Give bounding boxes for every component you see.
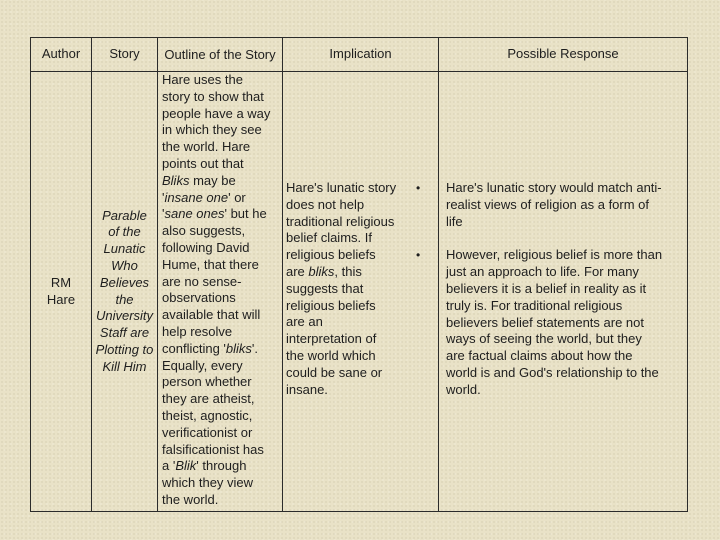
author-name: RM Hare bbox=[46, 274, 76, 307]
implication-text-part: , this suggests that religious beliefs are an interpretation of the world which could be sane or insane. bbox=[286, 263, 383, 397]
header-response: Possible Response bbox=[439, 38, 687, 72]
outline-text: sane ones bbox=[164, 206, 225, 222]
bullet-icon: • bbox=[416, 248, 421, 262]
header-author: Author bbox=[31, 38, 92, 72]
outline-text: Bliks bbox=[162, 172, 190, 188]
author-cell bbox=[31, 72, 92, 511]
outline-text: bliks bbox=[225, 340, 252, 356]
implication-cell bbox=[283, 72, 439, 511]
header-implication: Implication bbox=[283, 38, 439, 72]
header-outline: Outline of the Story bbox=[158, 38, 283, 72]
bullet-icon: • bbox=[416, 181, 421, 195]
implication-text bbox=[286, 180, 436, 398]
response-cell bbox=[439, 72, 687, 511]
outline-text: may be ' bbox=[162, 172, 236, 205]
outline-text: ' through which they view the world. bbox=[162, 458, 254, 507]
header-story: Story bbox=[92, 38, 158, 72]
outline-text: ' or ' bbox=[162, 189, 246, 222]
outline-text: Blik bbox=[175, 458, 197, 474]
story-cell bbox=[92, 72, 158, 511]
outline-text: '. Equally, every person whether they are atheist, theist, agnostic, verificationist or falsificationist has a ' bbox=[162, 340, 264, 474]
outline-text: insane one bbox=[164, 189, 229, 205]
outline-text: Hare uses the story to show that people have a way in which they see the world. Hare points out that bbox=[162, 72, 271, 171]
argument-table bbox=[30, 37, 688, 512]
outline-cell bbox=[158, 72, 283, 511]
implication-text-part: bliks bbox=[308, 263, 335, 279]
story-title: Parable of the Lunatic Who Believes the University Staff are Plotting to Kill Him bbox=[95, 207, 154, 374]
outline-text: ' but he also suggests, following David Hume, that there are no sense- observations available that will help resolve conflicting ' bbox=[162, 206, 267, 356]
response-point: However, religious belief is more than just an approach to life. For many believers it is a belief in reality as it truly is. For traditional religious believers belief statements are not ways of seeing the world, but they are factual claims about how the world is and God's relationship to the world. bbox=[446, 247, 663, 397]
response-point: Hare's lunatic story would match anti- realist views of religion as a form of life bbox=[446, 180, 662, 229]
implication-text-part: Hare's lunatic story does not help traditional religious belief claims. If religious beliefs are bbox=[286, 180, 397, 279]
